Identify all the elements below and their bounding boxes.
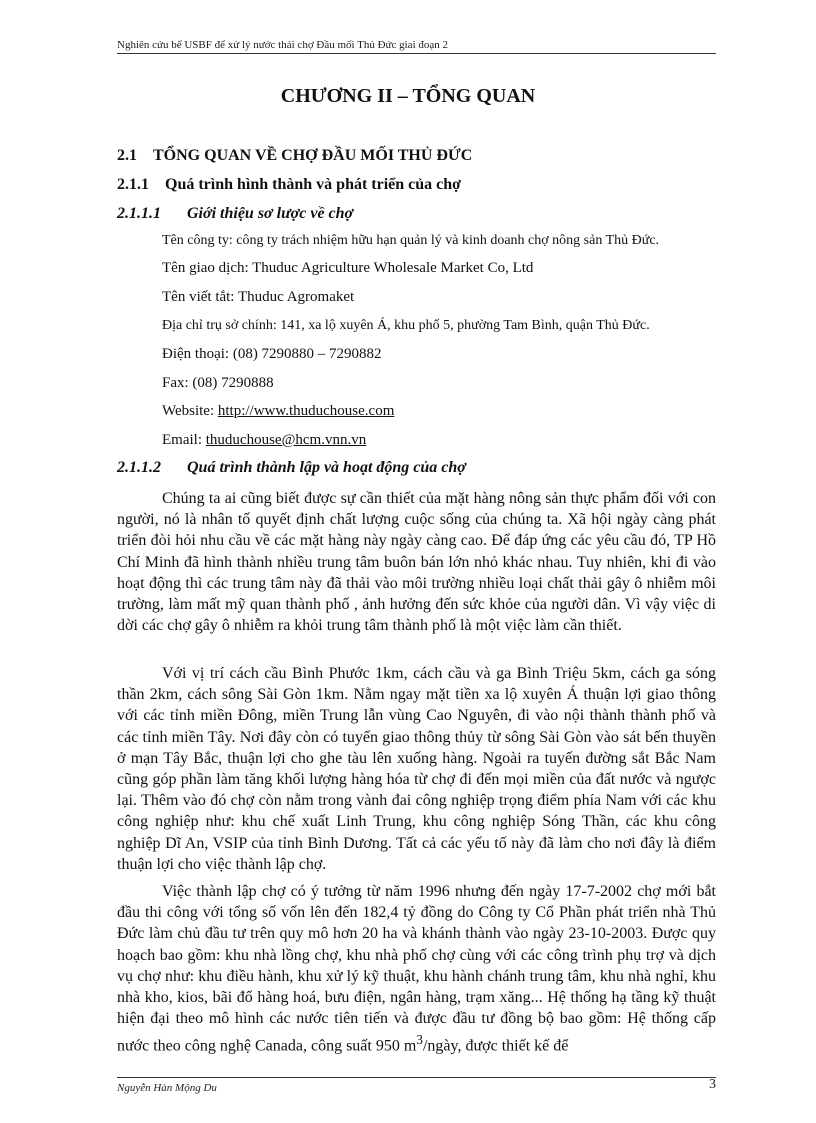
chapter-title: CHƯƠNG II – TỔNG QUAN [280,85,536,107]
subsubsection-number: 2.1.1.2 [117,459,161,476]
email [162,431,366,449]
subsubsection-title: Quá trình thành lập và hoạt động của chợ [187,459,466,476]
superscript-3: 3 [416,1032,423,1048]
footer-divider [117,1077,716,1078]
trade-name: Tên giao dịch: Thuduc Agriculture Wholesale Market Co, Ltd [162,260,534,276]
subsubsection-heading-history [117,458,466,478]
paragraph-3-text: Việc thành lập chợ có ý tưởng từ năm 1996 nhưng đến ngày 17-7-2002 chợ mới bắt đầu thi công với tổng số vốn lên đến 182,4 tỷ đồng do Công ty Cổ Phần phát triển nhà Thủ Đức làm chủ đầu tư trên quy mô hơn 20 ha và khánh thành vào ngày 23-10-2003. Được quy hoạch bao gồm: khu nhà lồng chợ, khu nhà phố chợ cùng với các công trình phụ trợ và dịch vụ chợ như: khu điều hành, khu xử lý kỹ thuật, khu hành chánh trung tâm, khu nhà nghỉ, khu nhà kho, kios, bãi đổ hàng hoá, bưu điện, ngân hàng, trạm xăng... Hệ thống hạ tầng kỹ thuật hiện đại theo mô hình các nước tiên tiến và được đầu tư đồng bộ bao gồm: Hệ thống cấp nước theo công nghệ Canada, công suất 950 m [117,883,716,1055]
subsection-title: Quá trình hình thành và phát triển của chợ [165,176,462,193]
body-paragraph-1: Chúng ta ai cũng biết được sự cần thiết của mặt hàng nông sản thực phẩm đối với con người, nó là nhân tố quyết định chất lượng cuộc sống của chúng ta. Xã hội ngày càng phát triển đòi hỏi nhu cầu về các mặt hàng này ngày càng cao. Để đáp ứng các yêu cầu đó, TP Hồ Chí Minh đã hình thành nhiều trung tâm buôn bán lớn nhỏ khác nhau. Tuy nhiên, khi đi vào hoạt động thì các trung tâm này đã thải vào môi trường nhiều loại chất thải gây ô nhiễm môi trường, làm mất mỹ quan thành phố , ảnh hưởng đến sức khỏe của người dân. Vì vậy việc di dời các chợ gây ô nhiễm ra khỏi trung tâm thành phố là một việc làm cần thiết. [117,490,716,635]
subsection-number: 2.1.1 [117,176,149,193]
body-paragraph-3 [117,881,716,1057]
body-paragraph-2: Với vị trí cách cầu Bình Phước 1km, cách cầu và ga Bình Triệu 5km, cách ga sóng thần 2km, cách sông Sài Gòn 1km. Nằm ngay mặt tiền xa lộ xuyên Á thuận lợi giao thông với các tỉnh miền Đông, miền Trung lẫn vùng Cao Nguyên, đi vào nội thành thành phố và các tỉnh miền Tây. Nơi đây còn có tuyến giao thông thủy từ sông Sài Gòn vào sát bến thuyền ở mạn Tây Bắc, thuận lợi cho ghe tàu lên xuống hàng. Ngoài ra tuyến đường sắt Bắc Nam cũng góp phần làm tăng khối lượng hàng hóa từ chợ đi đến mọi miền của đất nước và ngược lại. Thêm vào đó chợ còn nằm trong vành đai công nghiệp trọng điểm phía Nam với các khu công nghiệp như: khu chế xuất Linh Trung, khu công nghiệp Sóng Thần, các khu công nghiệp Dĩ An, VSIP của tỉnh Bình Dương. Tất cả các yếu tố này đã làm cho nơi đây là điểm thuận lợi cho việc thành lập chợ. [117,665,716,873]
subsubsection-title: Giới thiệu sơ lược về chợ [187,205,354,222]
subsubsection-heading-intro [117,204,353,224]
running-header: Nghiên cứu bể USBF để xử lý nước thải chợ Đầu mối Thủ Đức giai đoạn 2 [117,38,716,54]
website [162,402,394,420]
footer-author: Nguyễn Hàn Mộng Du [117,1082,217,1094]
short-name: Tên viết tắt: Thuduc Agromaket [162,289,355,305]
phone: Điện thoại: (08) 7290880 – 7290882 [162,346,382,362]
section-number: 2.1 [117,147,137,164]
email-label: Email: [162,432,206,448]
paragraph-3-tail: /ngày, được thiết kế để [422,1037,569,1055]
subsection-heading [117,175,461,195]
email-link[interactable]: thuduchouse@hcm.vnn.vn [205,432,367,448]
website-link[interactable]: http://www.thuduchouse.com [217,403,395,419]
section-title: TỔNG QUAN VỀ CHỢ ĐẦU MỐI THỦ ĐỨC [153,147,473,164]
company-name: Tên công ty: công ty trách nhiệm hữu hạn quản lý và kinh doanh chợ nông sản Thủ Đức. [162,233,660,248]
subsubsection-number: 2.1.1.1 [117,205,161,222]
website-label: Website: [162,403,218,419]
fax: Fax: (08) 7290888 [162,375,274,391]
page-number: 3 [709,1077,716,1092]
address: Địa chỉ trụ sở chính: 141, xa lộ xuyên Á, khu phố 5, phường Tam Bình, quận Thủ Đức. [162,318,650,333]
section-heading [117,146,472,166]
